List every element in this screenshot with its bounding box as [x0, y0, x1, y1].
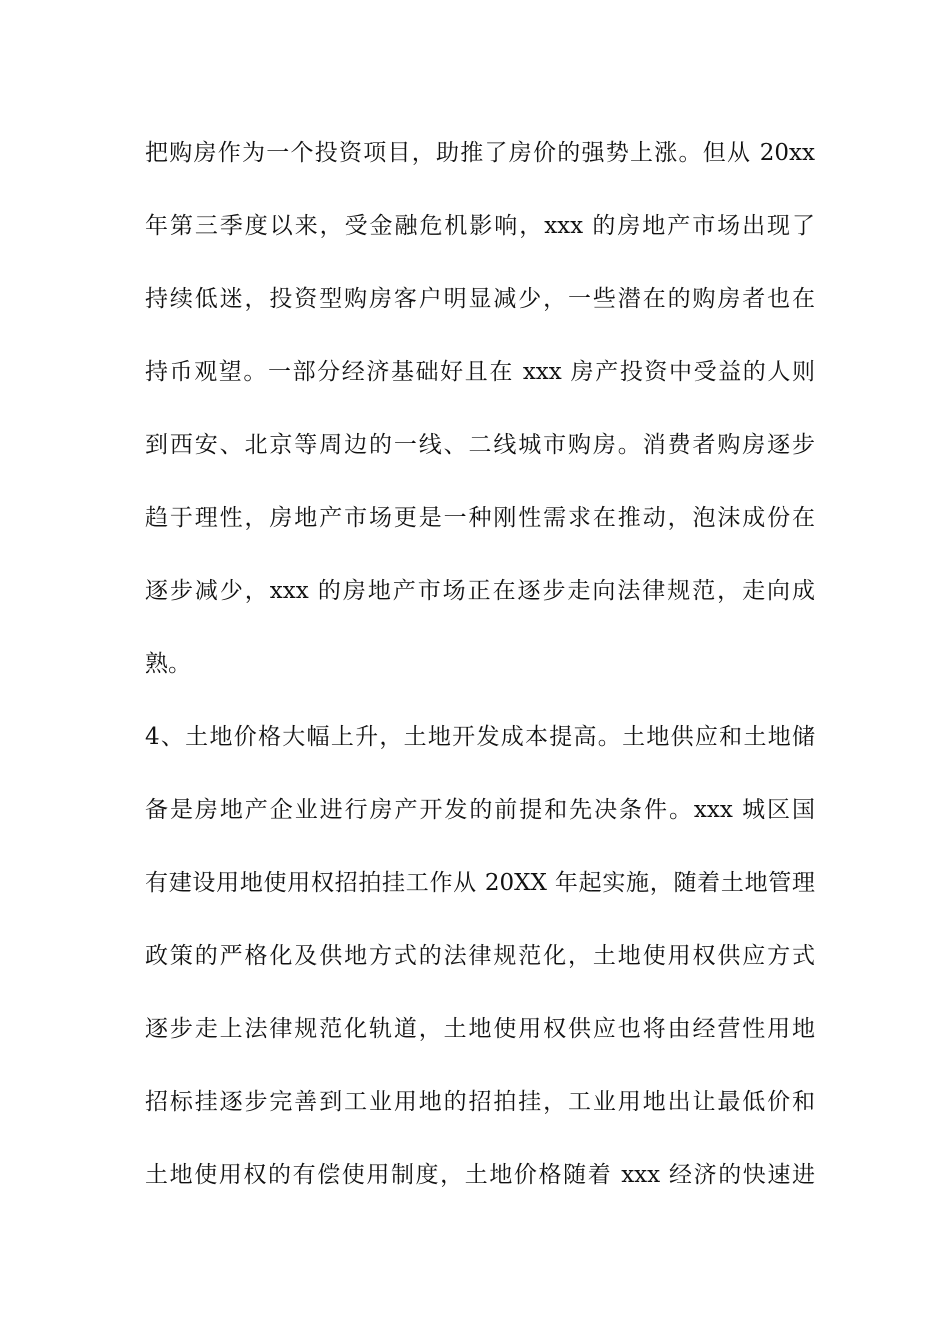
text-line: 年第三季度以来，受金融危机影响，xxx 的房地产市场出现了 — [145, 213, 815, 239]
text-line: 到西安、北京等周边的一线、二线城市购房。消费者购房逐步 — [145, 432, 815, 458]
text-line: 趋于理性，房地产市场更是一种刚性需求在推动，泡沫成份在 — [145, 505, 815, 531]
text-line: 熟。 — [145, 651, 191, 677]
text-line: 把购房作为一个投资项目，助推了房价的强势上涨。但从 20xx — [145, 140, 815, 166]
text-line: 土地使用权的有偿使用制度，土地价格随着 xxx 经济的快速进 — [145, 1162, 815, 1188]
text-line: 政策的严格化及供地方式的法律规范化，土地使用权供应方式 — [145, 943, 815, 969]
text-line: 持续低迷，投资型购房客户明显减少，一些潜在的购房者也在 — [145, 286, 815, 312]
text-line: 4、土地价格大幅上升，土地开发成本提高。土地供应和土地储 — [145, 724, 815, 750]
text-line: 逐步减少，xxx 的房地产市场正在逐步走向法律规范，走向成 — [145, 578, 815, 604]
text-line: 持币观望。一部分经济基础好且在 xxx 房产投资中受益的人则 — [145, 359, 815, 385]
text-line: 备是房地产企业进行房产开发的前提和先决条件。xxx 城区国 — [145, 797, 815, 823]
text-line: 逐步走上法律规范化轨道，土地使用权供应也将由经营性用地 — [145, 1016, 815, 1042]
text-line: 招标挂逐步完善到工业用地的招拍挂，工业用地出让最低价和 — [145, 1089, 815, 1115]
text-line: 有建设用地使用权招拍挂工作从 20XX 年起实施，随着土地管理 — [145, 870, 815, 896]
